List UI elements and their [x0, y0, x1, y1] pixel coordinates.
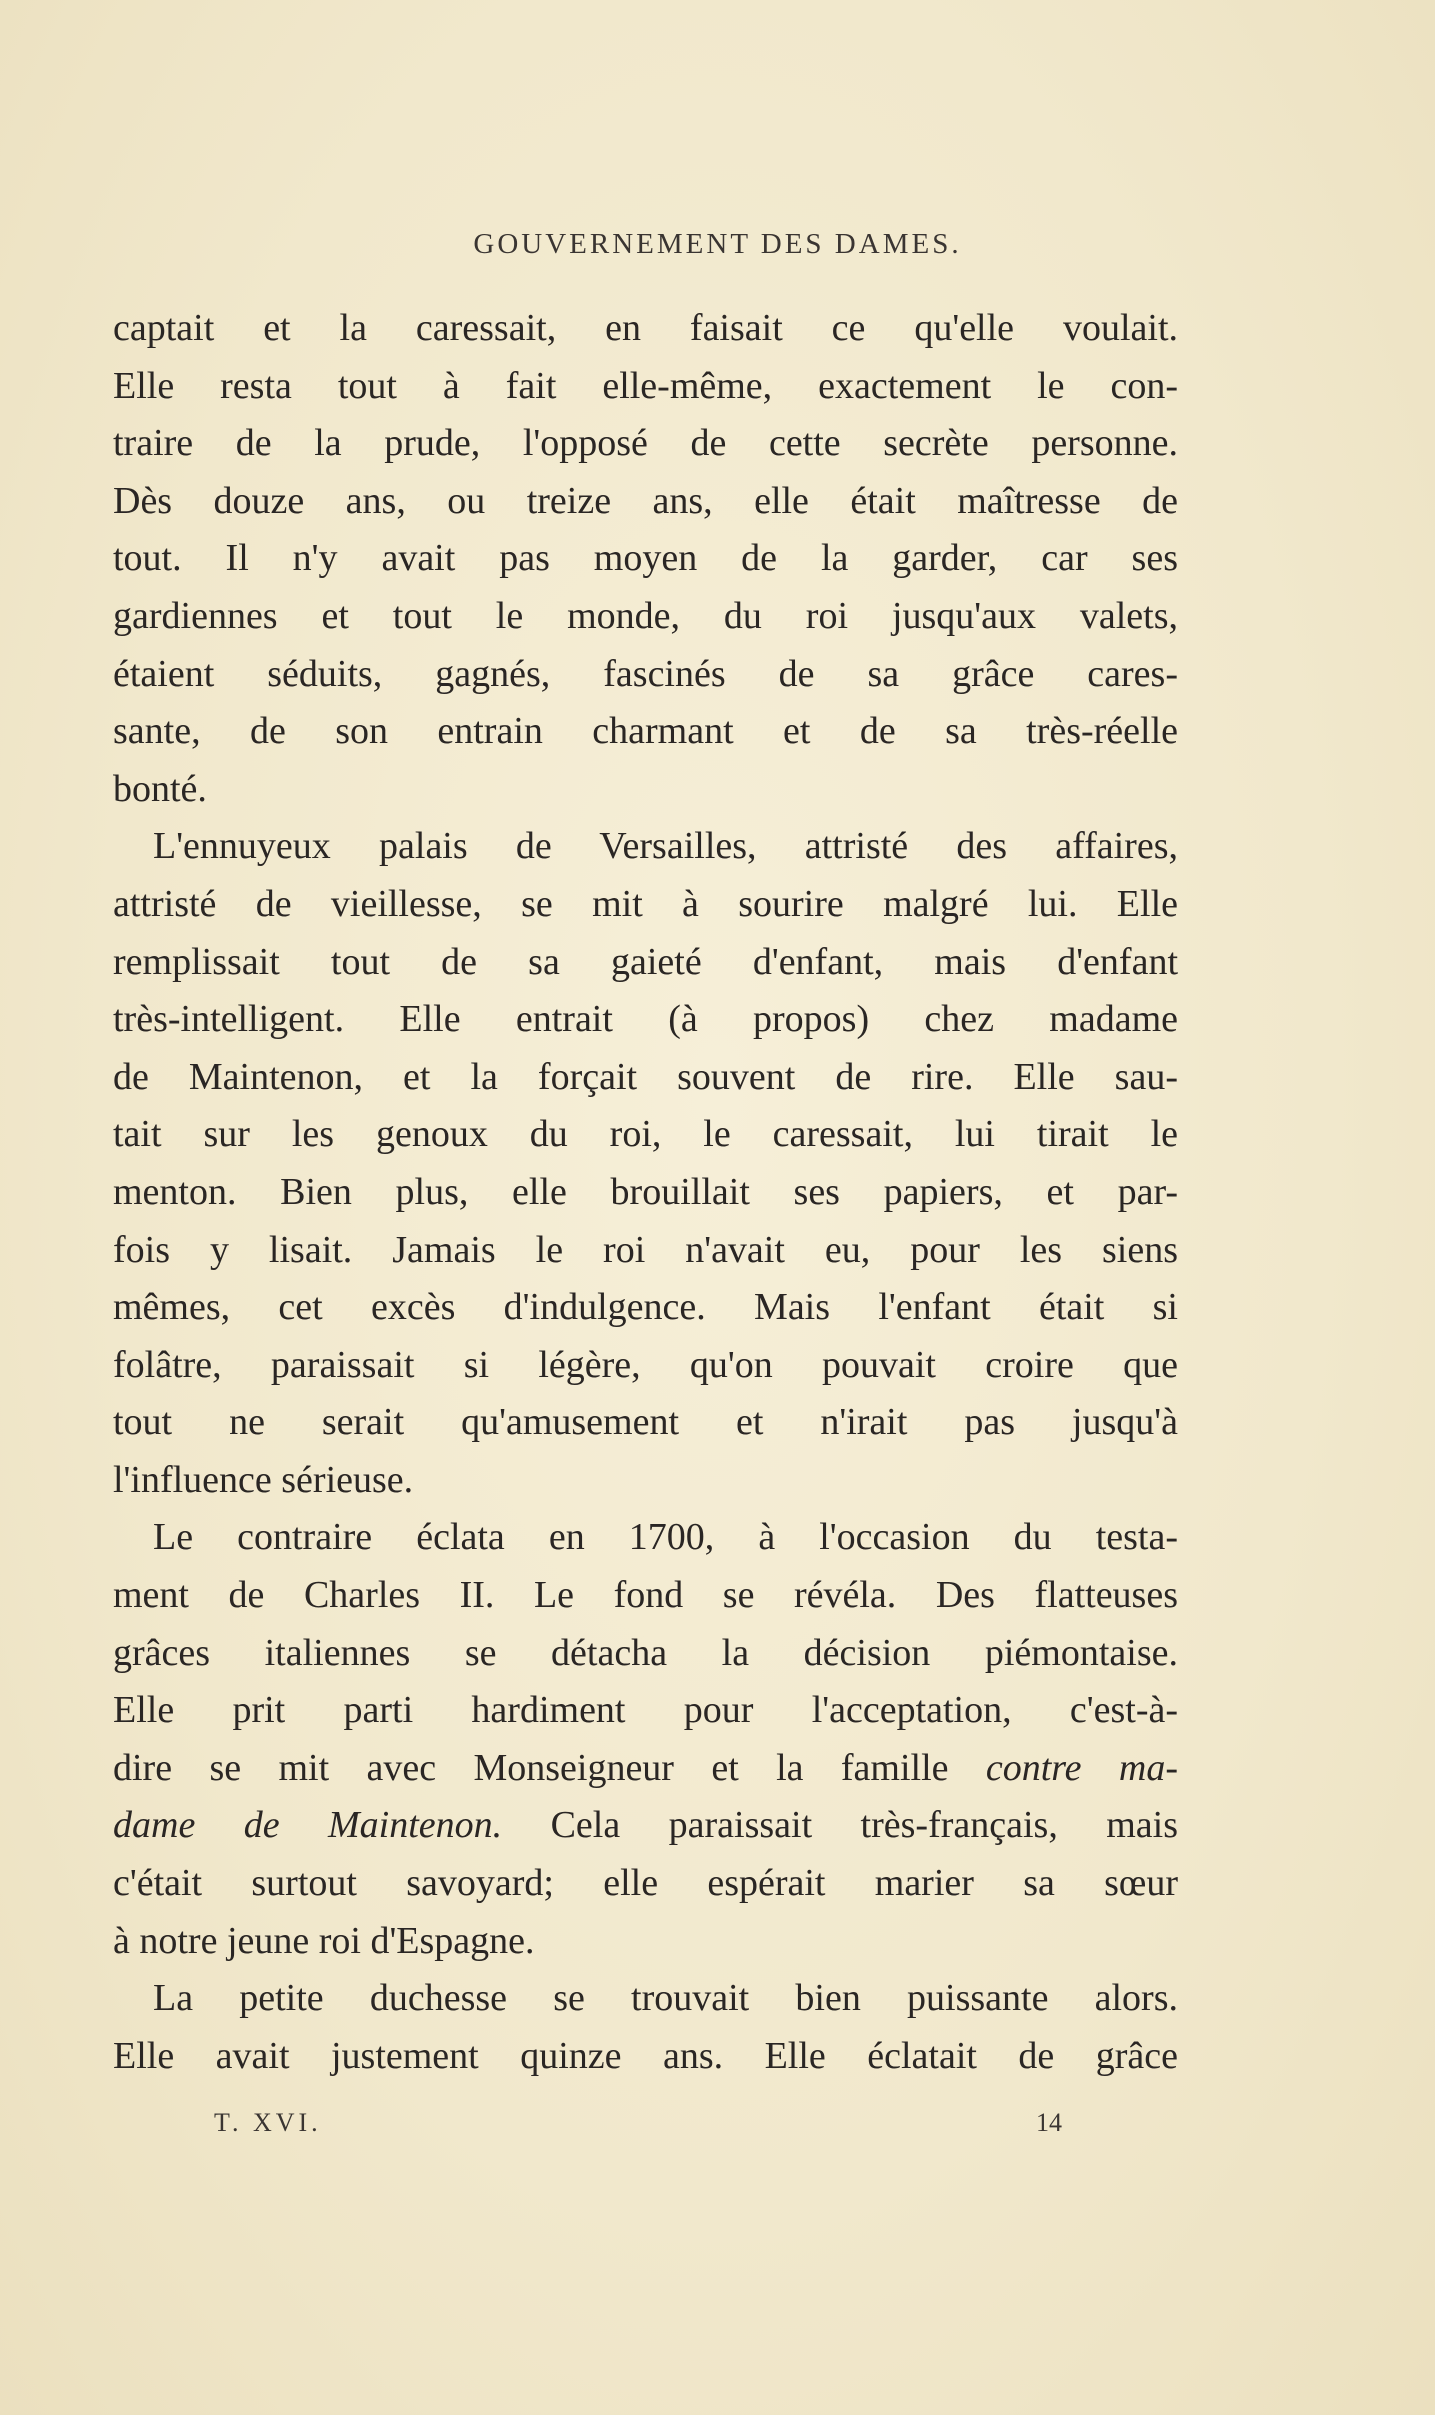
- text-line: étaient séduits, gagnés, fascinés de sa grâce cares-: [113, 652, 1178, 695]
- text-line: fois y lisait. Jamais le roi n'avait eu, pour les siens: [113, 1228, 1178, 1271]
- text-line: L'ennuyeux palais de Versailles, attristé des affaires,: [153, 825, 1178, 868]
- page-number: 14: [1036, 2108, 1062, 2137]
- text-line: sante, de son entrain charmant et de sa très-réelle: [113, 710, 1178, 753]
- text-line: tout ne serait qu'amusement et n'irait pas jusqu'à: [113, 1401, 1178, 1444]
- body-text: [113, 300, 1178, 2085]
- text-line: tait sur les genoux du roi, le caressait, lui tirait le: [113, 1113, 1178, 1156]
- text-line: menton. Bien plus, elle brouillait ses papiers, et par-: [113, 1170, 1178, 1213]
- running-head: GOUVERNEMENT DES DAMES.: [473, 228, 962, 260]
- text-line: grâces italiennes se détacha la décision piémontaise.: [113, 1631, 1178, 1674]
- text-line: Dès douze ans, ou treize ans, elle était maîtresse de: [113, 479, 1178, 522]
- text-line: très-intelligent. Elle entrait (à propos) chez madame: [113, 998, 1178, 1041]
- text-line: de Maintenon, et la forçait souvent de rire. Elle sau-: [113, 1055, 1178, 1098]
- text-line: captait et la caressait, en faisait ce qu'elle voulait.: [113, 307, 1178, 349]
- text-line: folâtre, paraissait si légère, qu'on pouvait croire que: [113, 1343, 1178, 1386]
- text-line: l'influence sérieuse.: [113, 1458, 414, 1501]
- page-footer: [0, 2108, 1435, 2148]
- text-line: traire de la prude, l'opposé de cette secrète personne.: [113, 422, 1178, 465]
- text-line: à notre jeune roi d'Espagne.: [113, 1919, 535, 1962]
- text-line: La petite duchesse se trouvait bien puissante alors.: [153, 1977, 1178, 2020]
- italic-text: contre ma-: [985, 1746, 1178, 1789]
- text-line: bonté.: [113, 767, 207, 810]
- italic-text: dame de Maintenon.: [113, 1804, 503, 1847]
- text-line: mêmes, cet excès d'indulgence. Mais l'enfant était si: [113, 1286, 1178, 1329]
- text-line: [113, 1740, 1178, 1798]
- signature-mark: T. XVI.: [214, 2108, 322, 2137]
- line-text: dire se mit avec Monseigneur et la famille: [113, 1746, 986, 1789]
- text-line: gardiennes et tout le monde, du roi jusqu'aux valets,: [113, 594, 1178, 637]
- text-line: Elle resta tout à fait elle-même, exactement le con-: [113, 364, 1178, 407]
- text-line: remplissait tout de sa gaieté d'enfant, mais d'enfant: [113, 940, 1178, 983]
- line-text: Cela paraissait très-français, mais: [502, 1804, 1179, 1847]
- text-line: Elle avait justement quinze ans. Elle éclatait de grâce: [113, 2034, 1178, 2077]
- text-line: c'était surtout savoyard; elle espérait marier sa sœur: [113, 1862, 1178, 1905]
- text-line: Le contraire éclata en 1700, à l'occasion du testa-: [153, 1516, 1178, 1559]
- text-line: attristé de vieillesse, se mit à sourire malgré lui. Elle: [113, 882, 1178, 925]
- text-line: ment de Charles II. Le fond se révéla. Des flatteuses: [113, 1574, 1178, 1617]
- text-line: tout. Il n'y avait pas moyen de la garder, car ses: [113, 537, 1178, 580]
- text-line: [113, 1797, 1178, 1855]
- text-line: Elle prit parti hardiment pour l'acceptation, c'est-à-: [113, 1689, 1178, 1732]
